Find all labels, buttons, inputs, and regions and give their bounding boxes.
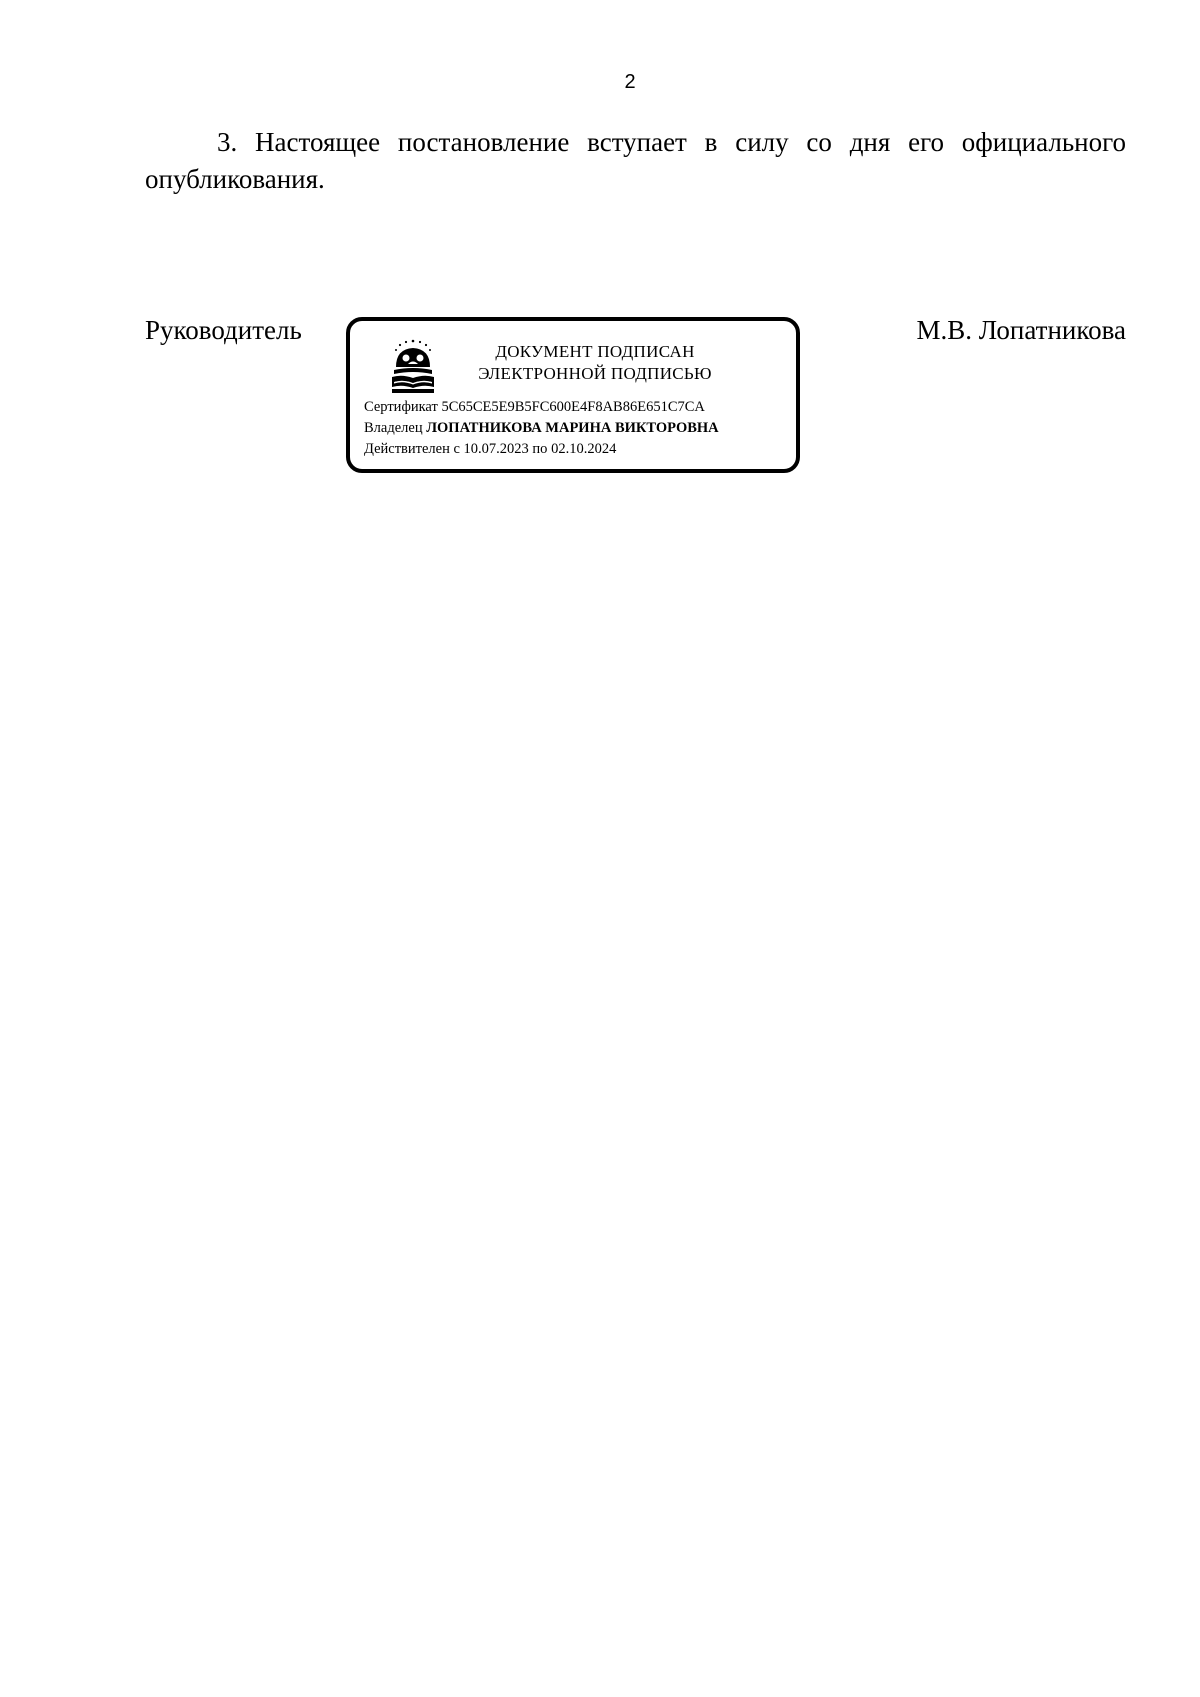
valid-from: 10.07.2023 <box>463 441 529 457</box>
paragraph-3: 3. Настоящее постановление вступает в силу со дня его официального опубликования. <box>145 127 1126 194</box>
electronic-signature-stamp <box>346 317 800 473</box>
valid-from-label: с <box>453 441 460 457</box>
owner-value: ЛОПАТНИКОВА МАРИНА ВИКТОРОВНА <box>426 420 719 436</box>
stamp-certificate-line <box>364 397 794 418</box>
stamp-heading <box>450 341 740 385</box>
stamp-owner-line <box>364 418 794 439</box>
stamp-heading-line-2: ЭЛЕКТРОННОЙ ПОДПИСЬЮ <box>478 364 712 383</box>
stamp-heading-line-1: ДОКУМЕНТ ПОДПИСАН <box>495 342 695 361</box>
valid-label: Действителен <box>364 441 450 457</box>
valid-to: 02.10.2024 <box>551 441 617 457</box>
coat-of-arms-icon <box>388 337 438 395</box>
certificate-label: Сертификат <box>364 399 438 415</box>
certificate-value: 5C65CE5E9B5FC600E4F8AB86E651C7CA <box>441 399 705 415</box>
page-number: 2 <box>624 71 636 93</box>
owner-label: Владелец <box>364 420 423 436</box>
signer-name: М.В. Лопатникова <box>916 315 1126 345</box>
signer-position: Руководитель <box>145 315 302 345</box>
valid-to-label: по <box>532 441 548 457</box>
stamp-validity-line <box>364 439 794 460</box>
stamp-details <box>364 397 794 460</box>
